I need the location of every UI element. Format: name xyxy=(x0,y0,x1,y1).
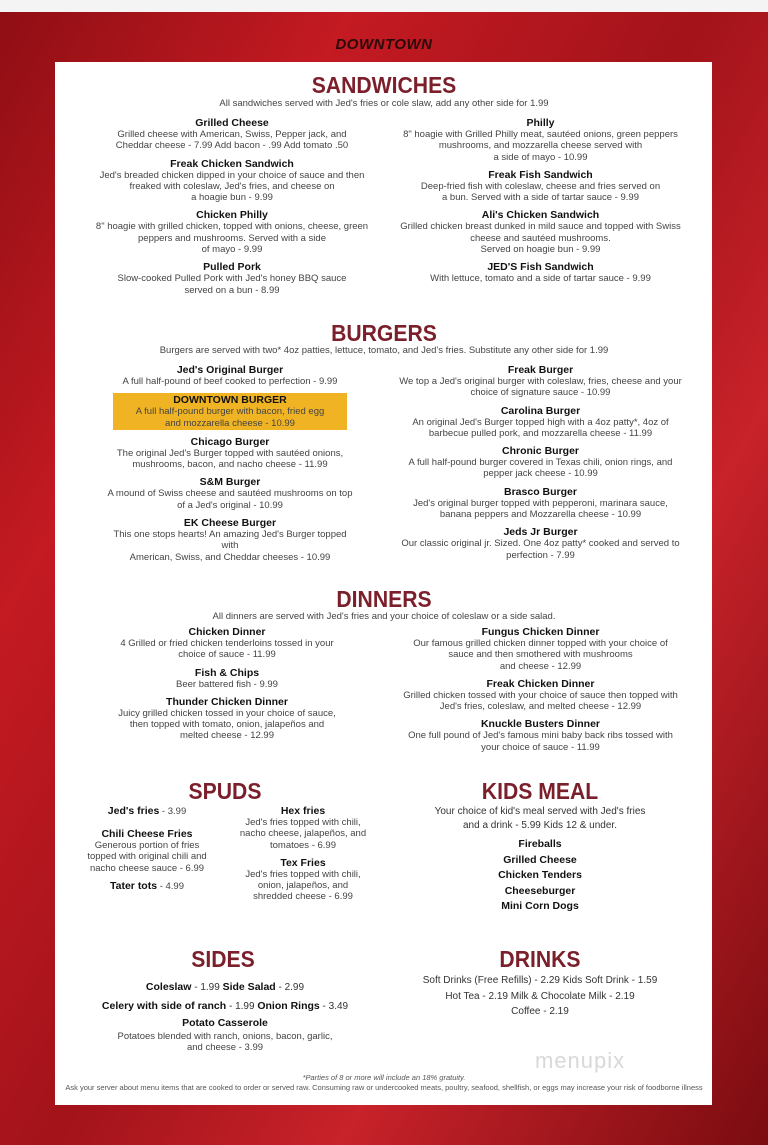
item-name-text: Thunder Chicken Dinner xyxy=(166,695,288,708)
side-name: Side Salad xyxy=(222,981,276,993)
menu-item xyxy=(72,805,222,818)
item-name-text: Chronic Burger xyxy=(501,445,579,458)
item-name xyxy=(228,857,378,869)
item-name xyxy=(378,678,703,690)
item-name-text: Knuckle Busters Dinner xyxy=(480,718,601,731)
menu-item xyxy=(72,828,222,874)
menu-item xyxy=(378,486,703,521)
menu-item xyxy=(72,209,392,255)
item-description: peppers and mushrooms. Served with a side xyxy=(138,232,326,244)
item-description: Our famous grilled chicken dinner topped with your choice of xyxy=(413,638,668,649)
item-description: Beer battered fish - 9.99 xyxy=(176,678,278,690)
item-description: nacho cheese sauce - 6.99 xyxy=(89,862,205,874)
item-description: Jed's fries, coleslaw, and melted cheese - 12.99 xyxy=(439,701,642,713)
menu-item xyxy=(378,718,703,753)
item-name-text: Carolina Burger xyxy=(500,404,581,417)
item-name xyxy=(378,169,703,181)
location-header: DOWNTOWN xyxy=(335,36,433,53)
item-description: and mozzarella cheese - 10.99 xyxy=(165,417,295,429)
spuds-left xyxy=(72,805,222,903)
item-description: A mound of Swiss cheese and sautéed mushrooms on top xyxy=(107,488,353,500)
item-description: Juicy grilled chicken tossed in your choice of sauce, xyxy=(118,707,336,719)
dinners-subtitle: All dinners are served with Jed's fries and your choice of coleslaw or a side salad. xyxy=(212,611,556,622)
menu-item xyxy=(72,158,392,204)
sides-row xyxy=(75,997,375,1016)
item-name xyxy=(378,486,703,498)
item-name-text: Freak Burger xyxy=(507,364,574,376)
item-description: of a Jed's original - 10.99 xyxy=(177,499,283,511)
dinners-left xyxy=(87,626,367,748)
item-description: One full pound of Jed's famous mini baby back ribs tossed with xyxy=(408,730,673,742)
item-description: tomatoes - 6.99 xyxy=(269,839,336,851)
menu-item xyxy=(87,667,367,690)
item-description: a hoagie bun - 9.99 xyxy=(191,192,273,204)
side-name: Celery with side of ranch xyxy=(101,1000,227,1012)
kids-desc-2: and a drink - 5.99 Kids 12 & under. xyxy=(463,820,617,831)
sides-title: SIDES xyxy=(191,946,255,972)
item-description: mushrooms, and mozzarella cheese served with xyxy=(438,140,643,152)
item-name-text: Philly xyxy=(526,117,555,129)
item-description: and cheese - 12.99 xyxy=(499,660,582,672)
item-name-text: EK Cheese Burger xyxy=(183,517,277,530)
item-description: 4 Grilled or fried chicken tenderloins tossed in your xyxy=(120,638,334,649)
item-description: American, Swiss, and Cheddar cheeses - 10.99 xyxy=(129,551,331,563)
kids-meal xyxy=(390,805,690,915)
sandwiches-left xyxy=(72,117,392,302)
menu-item xyxy=(378,261,703,284)
drinks-list xyxy=(380,973,700,1020)
menu-item xyxy=(228,857,378,903)
item-description: nacho cheese, jalapeños, and xyxy=(239,828,367,840)
menu-item xyxy=(105,436,355,471)
item-name xyxy=(378,261,703,273)
item-name xyxy=(105,517,355,529)
item-description: of mayo - 9.99 xyxy=(201,244,263,256)
menu-item xyxy=(378,169,703,204)
item-description: Jed's fries topped with chili, xyxy=(245,868,361,880)
item-description: perfection - 7.99 xyxy=(506,549,575,561)
item-description: banana peppers and Mozzarella cheese - 10.99 xyxy=(439,509,642,521)
menu-item xyxy=(378,626,703,672)
item-name-text: Brasco Burger xyxy=(504,485,577,498)
item-name-text: DOWNTOWN BURGER xyxy=(173,394,287,407)
kids-meal-title: KIDS MEAL xyxy=(481,778,599,804)
menu-item xyxy=(228,805,378,851)
item-description: onion, jalapeños, and xyxy=(257,880,349,892)
item-name xyxy=(87,696,367,708)
item-description: mushrooms, bacon, and nacho cheese - 11.99 xyxy=(132,459,328,471)
menu-item xyxy=(105,476,355,511)
menu-item xyxy=(105,364,355,387)
menu-item xyxy=(378,117,703,163)
item-name xyxy=(105,364,355,376)
side-price: - 1.99 xyxy=(226,1001,258,1012)
kids-desc-1: Your choice of kid's meal served with Jed's fries xyxy=(434,806,646,817)
item-name xyxy=(378,364,703,376)
item-name-text: JED'S Fish Sandwich xyxy=(487,261,594,274)
item-name xyxy=(72,880,222,893)
item-name-text: Jeds Jr Burger xyxy=(503,526,578,539)
item-description: A full half-pound burger covered in Texas chili, onion rings, and xyxy=(408,457,673,469)
item-description: Jed's original burger topped with pepperoni, marinara sauce, xyxy=(413,497,668,509)
food-warning: Ask your server about menu items that are cooked to order or served raw. Consuming raw or undercooked meats, poultry, seafood, shellfish, or eggs may increase your risk of foodborne illness xyxy=(65,1083,703,1092)
item-description: An original Jed's Burger topped high with a 4oz patty*, 4oz of xyxy=(412,416,669,428)
item-description: shredded cheese - 6.99 xyxy=(253,891,353,903)
item-name xyxy=(228,805,378,817)
item-name-text: Freak Chicken Sandwich xyxy=(170,157,294,170)
item-name-text: Fungus Chicken Dinner xyxy=(481,626,600,638)
sandwiches-subtitle: All sandwiches served with Jed's fries or cole slaw, add any other side for 1.99 xyxy=(219,98,549,109)
menu-item xyxy=(378,364,703,399)
item-description: then topped with tomato, onion, jalapeños and xyxy=(129,719,325,731)
menu-item xyxy=(87,626,367,661)
menu-item xyxy=(72,880,222,893)
side-name: Coleslaw xyxy=(145,981,192,993)
menu-item xyxy=(378,445,703,480)
item-name-text: Tex Fries xyxy=(280,856,326,869)
item-description: melted cheese - 12.99 xyxy=(179,730,274,742)
side-desc: Potatoes blended with ranch, onions, bacon, garlic, xyxy=(117,1031,333,1042)
item-description: Cheddar cheese - 7.99 Add bacon - .99 Add tomato .50 xyxy=(115,140,349,152)
item-description: Jed's fries topped with chili, xyxy=(245,817,361,828)
item-name xyxy=(72,209,392,221)
menu-item xyxy=(105,517,355,563)
sides-row xyxy=(75,978,375,997)
item-description: Grilled chicken breast dunked in mild sauce and topped with Swiss xyxy=(400,221,681,233)
item-price: - 3.99 xyxy=(159,806,187,817)
item-description: 8" hoagie with Grilled Philly meat, sautéed onions, green peppers xyxy=(403,129,678,140)
item-description: choice of signature sauce - 10.99 xyxy=(470,387,611,399)
gratuity-note: *Parties of 8 or more will include an 18% gratuity. xyxy=(302,1073,466,1082)
item-name-text: Ali's Chicken Sandwich xyxy=(481,209,600,222)
drinks-line: Coffee - 2.19 xyxy=(511,1006,569,1017)
menu-item xyxy=(378,209,703,255)
spuds-right xyxy=(228,805,378,909)
kids-item: Mini Corn Dogs xyxy=(501,900,579,912)
item-description: Slow-cooked Pulled Pork with Jed's honey BBQ sauce xyxy=(117,273,347,285)
sides-row xyxy=(75,1016,375,1031)
item-description: choice of sauce - 11.99 xyxy=(178,649,276,661)
menu-item xyxy=(72,117,392,152)
menu-item xyxy=(378,526,703,561)
item-description: Deep-fried fish with coleslaw, cheese and fries served on xyxy=(420,180,661,192)
item-name xyxy=(72,828,222,840)
item-name-text: Freak Fish Sandwich xyxy=(488,168,593,181)
burgers-title: BURGERS xyxy=(331,320,437,346)
side-name: Onion Rings xyxy=(257,1000,320,1012)
item-name-text: Tater tots xyxy=(110,879,158,892)
dinners-title: DINNERS xyxy=(336,586,432,612)
drinks-line: Hot Tea - 2.19 Milk & Chocolate Milk - 2.19 xyxy=(445,990,635,1002)
spuds-title: SPUDS xyxy=(188,778,262,804)
item-name xyxy=(105,476,355,488)
item-description: Jed's breaded chicken dipped in your choice of sauce and then xyxy=(99,169,365,181)
item-description: This one stops hearts! An amazing Jed's Burger topped with xyxy=(113,529,347,552)
burgers-subtitle: Burgers are served with two* 4oz patties, lettuce, tomato, and Jed's fries. Substitute any other side for 1.99 xyxy=(159,345,609,356)
item-name xyxy=(105,436,355,448)
menu-item xyxy=(87,696,367,742)
side-desc: and cheese - 3.99 xyxy=(186,1042,264,1054)
burgers-right xyxy=(378,364,703,567)
side-name: Potato Casserole xyxy=(182,1017,268,1029)
item-description: With lettuce, tomato and a side of tartar sauce - 9.99 xyxy=(430,273,651,285)
menupix-watermark: menupix xyxy=(535,1048,626,1073)
drinks-line: Soft Drinks (Free Refills) - 2.29 Kids Soft Drink - 1.59 xyxy=(422,975,658,986)
item-name-text: Chili Cheese Fries xyxy=(101,828,193,840)
menu-item xyxy=(72,261,392,296)
kids-item: Chicken Tenders xyxy=(498,869,582,881)
item-name xyxy=(72,805,222,818)
item-name xyxy=(72,158,392,170)
item-description: We top a Jed's original burger with coleslaw, fries, cheese and your xyxy=(399,376,682,387)
item-name-text: S&M Burger xyxy=(199,476,261,489)
item-name xyxy=(378,445,703,457)
item-name-text: Chicken Dinner xyxy=(188,626,266,638)
item-description: Grilled cheese with American, Swiss, Pepper jack, and xyxy=(117,129,347,140)
item-name xyxy=(378,626,703,638)
dinners-right xyxy=(378,626,703,759)
item-description: The original Jed's Burger topped with sautéed onions, xyxy=(116,447,344,459)
item-name xyxy=(378,117,703,129)
item-name-text: Jed's fries xyxy=(107,805,160,817)
item-description: A full half-pound burger with bacon, fried egg xyxy=(135,406,325,418)
item-name-text: Grilled Cheese xyxy=(195,117,269,129)
top-strip xyxy=(0,0,768,12)
item-description: barbecue pulled pork, and mozzarella cheese - 11.99 xyxy=(428,427,653,439)
item-description: 8" hoagie with grilled chicken, topped with onions, cheese, green xyxy=(95,221,369,233)
side-price: - 1.99 xyxy=(191,982,223,993)
featured-menu-item xyxy=(113,393,347,430)
kids-item: Cheeseburger xyxy=(504,884,576,897)
item-name xyxy=(87,626,367,638)
item-name xyxy=(378,526,703,538)
kids-item: Grilled Cheese xyxy=(503,853,577,866)
item-description: Served on hoagie bun - 9.99 xyxy=(480,244,601,256)
item-name-text: Freak Chicken Dinner xyxy=(486,677,595,690)
side-price: - 2.99 xyxy=(275,982,305,993)
kids-item: Fireballs xyxy=(518,838,562,850)
item-name-text: Chicago Burger xyxy=(190,435,270,448)
item-name-text: Pulled Pork xyxy=(203,261,261,274)
item-name-text: Jed's Original Burger xyxy=(176,364,284,376)
item-name xyxy=(72,261,392,273)
burgers-left xyxy=(105,364,355,569)
item-name xyxy=(113,394,347,406)
item-price: - 4.99 xyxy=(157,880,184,892)
item-name-text: Fish & Chips xyxy=(194,666,260,679)
item-name xyxy=(72,117,392,129)
item-description: a bun. Served with a side of tartar sauce - 9.99 xyxy=(442,192,639,204)
item-name-text: Chicken Philly xyxy=(196,209,268,222)
item-name xyxy=(378,209,703,221)
item-description: freaked with coleslaw, Jed's fries, and cheese on xyxy=(129,180,335,192)
item-name-text: Hex fries xyxy=(280,805,326,817)
item-name xyxy=(378,718,703,730)
item-description: your choice of sauce - 11.99 xyxy=(481,741,600,753)
item-description: Grilled chicken tossed with your choice of sauce then topped with xyxy=(403,689,678,701)
side-price: - 3.49 xyxy=(319,1001,349,1012)
item-description: Our classic original jr. Sized. One 4oz patty* cooked and served to xyxy=(401,538,680,550)
item-description: topped with original chili and xyxy=(87,851,207,863)
sides-list xyxy=(75,978,375,1054)
sandwiches-right xyxy=(378,117,703,291)
item-description: cheese and sautéed mushrooms. xyxy=(470,232,611,244)
item-description: sauce and then smothered with mushrooms xyxy=(448,649,633,661)
menu-item xyxy=(378,678,703,713)
drinks-title: DRINKS xyxy=(499,946,581,972)
item-description: Generous portion of fries xyxy=(94,840,200,851)
item-description: served on a bun - 8.99 xyxy=(184,284,280,296)
item-name xyxy=(87,667,367,679)
item-name xyxy=(378,405,703,417)
sandwiches-title: SANDWICHES xyxy=(311,72,457,98)
item-description: pepper jack cheese - 10.99 xyxy=(483,468,598,480)
item-description: A full half-pound of beef cooked to perfection - 9.99 xyxy=(122,376,338,387)
item-description: a side of mayo - 10.99 xyxy=(493,151,588,163)
menu-item xyxy=(378,405,703,440)
